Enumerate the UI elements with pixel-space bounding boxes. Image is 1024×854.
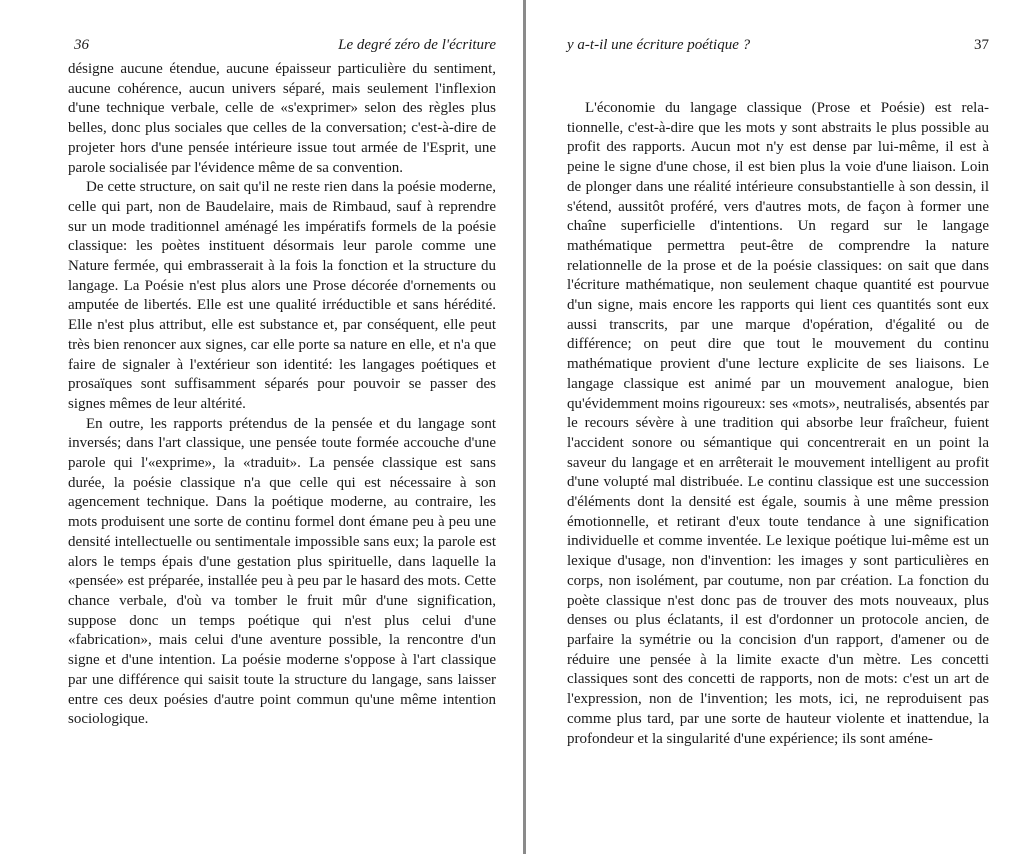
right-page-number: 37	[974, 37, 989, 53]
right-page	[567, 0, 989, 854]
paragraph: désigne aucune étendue, aucune épaisseur particulière du sentiment, aucune cohérence, aucun univers séparé, mais seulement l'inflexion d'une technique verbale, celle de «s'exprimer» selon des règles plus belles, donc plus sociales que celles de la conversation; c'est-à-dire de projeter hors d'une pensée intérieure issue tout armée de l'Esprit, une parole socialisée par l'évidence même de sa convention.	[68, 61, 496, 176]
right-running-title: y a-t-il une écriture poétique ?	[567, 37, 751, 53]
left-running-title: Le degré zéro de l'écriture	[338, 37, 496, 53]
right-running-head	[567, 34, 989, 56]
paragraph: L'économie du langage classique (Prose et Poésie) est relationnelle, c'est-à-dire que les mots y sont abstraits le plus possible au profit des rapports. Aucun mot n'y est dense par lui-même, il est à peine le signe d'une chose, il est bien plus la voie d'une liaison. Loin de plonger dans une réalité intérieure consubstantielle à son dessin, il s'étend, aussitôt proféré, vers d'autres mots, de façon à former une chaîne superficielle d'intentions. Un regard sur le langage mathématique permettra peut-être de comprendre la nature relationnelle de la prose et de la poésie classiques: on sait que dans l'écriture mathématique, non seulement chaque quantité est pourvue d'un signe, mais encore les rapports qui lient ces quantités sont eux aussi transcrits, par une marque d'opération, d'égalité ou de différence; on peut dire que tout le mouvement du continu mathématique provient d'une lecture explicite de ses liaisons. Le langage classique est animé par un mouvement analogue, bien qu'évidemment moins rigoureux: ses «mots», neutralisés, absentés par le recours sévère à une tradition qui absorbe leur fraîcheur, fuient l'accident sonore ou sémantique qui concentrerait en un point la saveur du langage et en arrêterait le mouvement intelligent au profit d'une volupté mal distribuée. Le continu classique est une succession d'éléments dont la densité est égale, soumis à une même pression émotionnelle, et retirant d'eux toute tendance à une signification individuelle et comme inventée. Le lexique poétique lui-même est un lexique d'usage, non d'invention: les images y sont particulières en corps, non isolément, par coutume, non par création. La fonction du poète classique n'est donc pas de trouver des mots nouveaux, plus denses ou plus éclatants, il est d'ordonner un protocole ancien, de parfaire la symétrie ou la concision d'un rapport, d'amener ou de réduire une pensée à la limite exacte d'un mètre. Les concetti classiques sont des concetti de rapports, non de mots: c'est un art de l'expression, non de l'invention; les mots, ici, ne reproduisent pas comme plus tard, par une sorte de hauteur violente et inattendue, la profondeur et la singularité d'une expérience; ils sont améne-	[567, 100, 989, 747]
paragraph: En outre, les rapports prétendus de la pensée et du langage sont inversés; dans l'art classique, une pensée toute formée accouche d'une parole qui l'«exprime», la «traduit». La pensée classique est sans durée, la poésie classique n'a que celle qui est nécessaire à son agencement technique. Dans la poétique moderne, au contraire, les mots produisent une sorte de continu formel dont émane peu à peu une densité intellectuelle ou sentimentale impossible sans eux; la parole est alors le temps épais d'une gestation plus spirituelle, dans laquelle la «pensée» est préparée, installée peu à peu par le hasard des mots. Cette chance verbale, d'où va tomber le fruit mûr d'une signification, suppose donc un temps poétique qui n'est plus celui d'une «fabrication», mais celui d'une aventure possible, la rencontre d'un signe et d'une intention. La poésie moderne s'oppose à l'art classique par une différence qui saisit toute la structure du langage, sans laisser entre ces deux poésies d'autre point commun qu'une même intention sociologique.	[68, 415, 496, 728]
left-page	[68, 0, 496, 854]
left-page-number: 36	[74, 37, 89, 53]
paragraph: De cette structure, on sait qu'il ne reste rien dans la poésie moderne, celle qui part, non de Baudelaire, mais de Rimbaud, sauf à reprendre sur un mode traditionnel aménagé les impératifs formels de la poésie classique: les poètes instituent désormais leur parole comme une Nature fermée, qui embrasserait à la fois la fonction et la structure du langage. La Poésie n'est plus alors une Prose décorée d'ornements ou amputée de libertés. Elle est une qualité irréductible et sans hérédité. Elle n'est plus attribut, elle est substance et, par conséquent, elle peut très bien renoncer aux signes, car elle porte sa nature en elle, et n'a que faire de signaler à l'extérieur son identité: les langages poétiques et prosaïques sont suffisamment séparés pour pouvoir se passer des signes mêmes de leur altérité.	[68, 179, 496, 412]
book-spine-divider	[523, 0, 526, 854]
right-body-text	[567, 99, 989, 749]
left-body-text	[68, 60, 496, 730]
left-running-head	[68, 34, 496, 56]
